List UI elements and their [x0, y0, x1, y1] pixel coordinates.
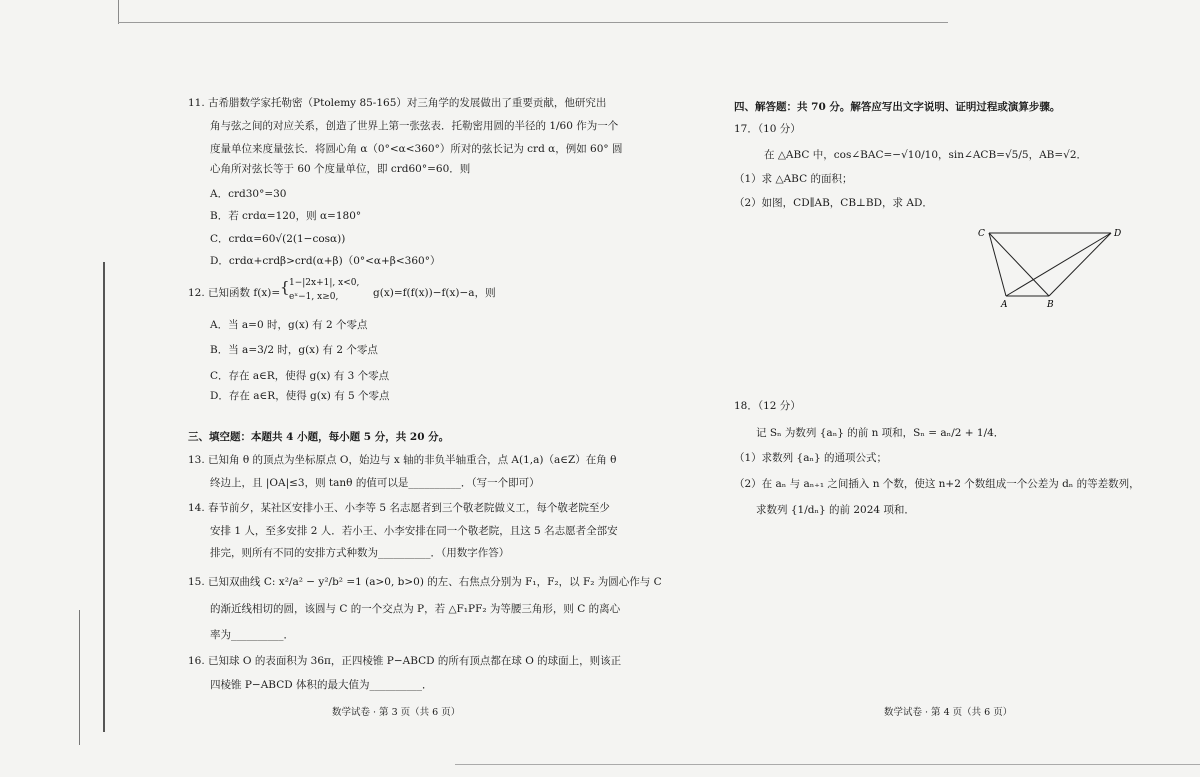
q18-part-2: （2）在 aₙ 与 aₙ₊₁ 之间插入 n 个数，使这 n+2 个数组成一个公差为 dₙ 的等差数列，: [734, 478, 1140, 490]
q17-part-2: （2）如图，CD∥AB，CB⊥BD，求 AD．: [734, 197, 933, 209]
q12-piece-1: 1−|2x+1|, x<0,: [289, 278, 360, 288]
q11-line: 心角所对弦长等于 60 个度量单位，即 crd60°=60．则: [210, 163, 471, 175]
q18-stem: 记 Sₙ 为数列 {aₙ} 的前 n 项和，Sₙ = aₙ/2 + 1/4．: [756, 427, 1005, 439]
q12-piece-2: eˣ−1, x≥0,: [289, 292, 339, 302]
q17-header: 17．（10 分）: [734, 123, 801, 135]
scan-edge-line: [103, 262, 105, 732]
q12-stem-prefix: 12. 已知函数 f(x)=: [188, 287, 281, 299]
q11-line: 11. 古希腊数学家托勒密（Ptolemy 85-165）对三角学的发展做出了重要贡献，他研究出: [188, 97, 607, 109]
q18-part-1: （1）求数列 {aₙ} 的通项公式；: [734, 452, 888, 464]
label-a: A: [1001, 300, 1008, 310]
section-3-title: 三、填空题：本题共 4 小题，每小题 5 分，共 20 分。: [188, 431, 450, 443]
q17-part-1: （1）求 △ABC 的面积；: [734, 173, 853, 185]
q12-option-c: C．存在 a∈R，使得 g(x) 有 3 个零点: [210, 370, 390, 382]
q11-line: 角与弦之间的对应关系，创造了世界上第一张弦表．托勒密用圆的半径的 1/60 作为一个: [210, 120, 619, 132]
q12-option-b: B．当 a=3/2 时，g(x) 有 2 个零点: [210, 344, 378, 356]
scan-edge-line: [79, 610, 80, 745]
scan-edge-line: [455, 764, 1200, 765]
section-4-title: 四、解答题：共 70 分。解答应写出文字说明、证明过程或演算步骤。: [734, 101, 1061, 113]
label-b: B: [1047, 300, 1054, 310]
q14-line: 排完，则所有不同的安排方式种数为__________．（用数字作答）: [210, 547, 510, 559]
q13-line: 13. 已知角 θ 的顶点为坐标原点 O，始边与 x 轴的非负半轴重合，点 A(1,a)（a∈Z）在角 θ: [188, 454, 617, 466]
triangle-figure: [975, 224, 1125, 310]
scan-edge-line: [118, 0, 119, 24]
q11-option-a: A．crd30°=30: [210, 188, 287, 200]
q18-part-2b: 求数列 {1/dₙ} 的前 2024 项和．: [756, 504, 915, 516]
label-d: D: [1114, 229, 1122, 239]
q11-line: 度量单位来度量弦长．将圆心角 α（0°<α<360°）所对的弦长记为 crd α，例如 60° 圆: [210, 143, 623, 155]
right-page-footer: 数学试卷 · 第 4 页（共 6 页）: [884, 707, 1013, 718]
left-page-footer: 数学试卷 · 第 3 页（共 6 页）: [332, 707, 461, 718]
q16-line: 16. 已知球 O 的表面积为 36π，正四棱锥 P−ABCD 的所有顶点都在球 O 的球面上，则该正: [188, 655, 622, 667]
q16-line: 四棱锥 P−ABCD 体积的最大值为__________．: [210, 679, 433, 691]
q15-line: 率为__________．: [210, 629, 294, 641]
q18-header: 18．（12 分）: [734, 400, 801, 412]
q14-line: 安排 1 人，至多安排 2 人．若小王、小李安排在同一个敬老院，且这 5 名志愿者全部安: [210, 525, 618, 537]
q12-option-a: A．当 a=0 时，g(x) 有 2 个零点: [210, 319, 368, 331]
scan-edge-line: [118, 22, 948, 23]
q11-option-c: C．crdα=60√(2(1−cosα)): [210, 233, 346, 245]
q13-line: 终边上，且 |OA|≤3，则 tanθ 的值可以是__________．（写一个即可）: [210, 477, 540, 489]
brace-icon: {: [280, 278, 290, 296]
q17-stem: 在 △ABC 中，cos∠BAC=−√10/10，sin∠ACB=√5/5，AB=√2．: [764, 149, 1088, 161]
q14-line: 14. 春节前夕，某社区安排小王、小李等 5 名志愿者到三个敬老院做义工，每个敬老院至少: [188, 502, 610, 514]
q11-option-b: B．若 crdα=120，则 α=180°: [210, 210, 362, 222]
q12-stem-suffix: g(x)=f(f(x))−f(x)−a，则: [373, 287, 496, 299]
label-c: C: [978, 229, 985, 239]
q12-option-d: D．存在 a∈R，使得 g(x) 有 5 个零点: [210, 390, 390, 402]
q15-line: 的渐近线相切的圆，该圆与 C 的一个交点为 P，若 △F₁PF₂ 为等腰三角形，则 C 的离心: [210, 603, 621, 615]
q15-line: 15. 已知双曲线 C: x²/a² − y²/b² =1 (a>0, b>0) 的左、右焦点分别为 F₁，F₂，以 F₂ 为圆心作与 C: [188, 576, 662, 588]
q11-option-d: D．crdα+crdβ>crd(α+β)（0°<α+β<360°）: [210, 255, 441, 267]
